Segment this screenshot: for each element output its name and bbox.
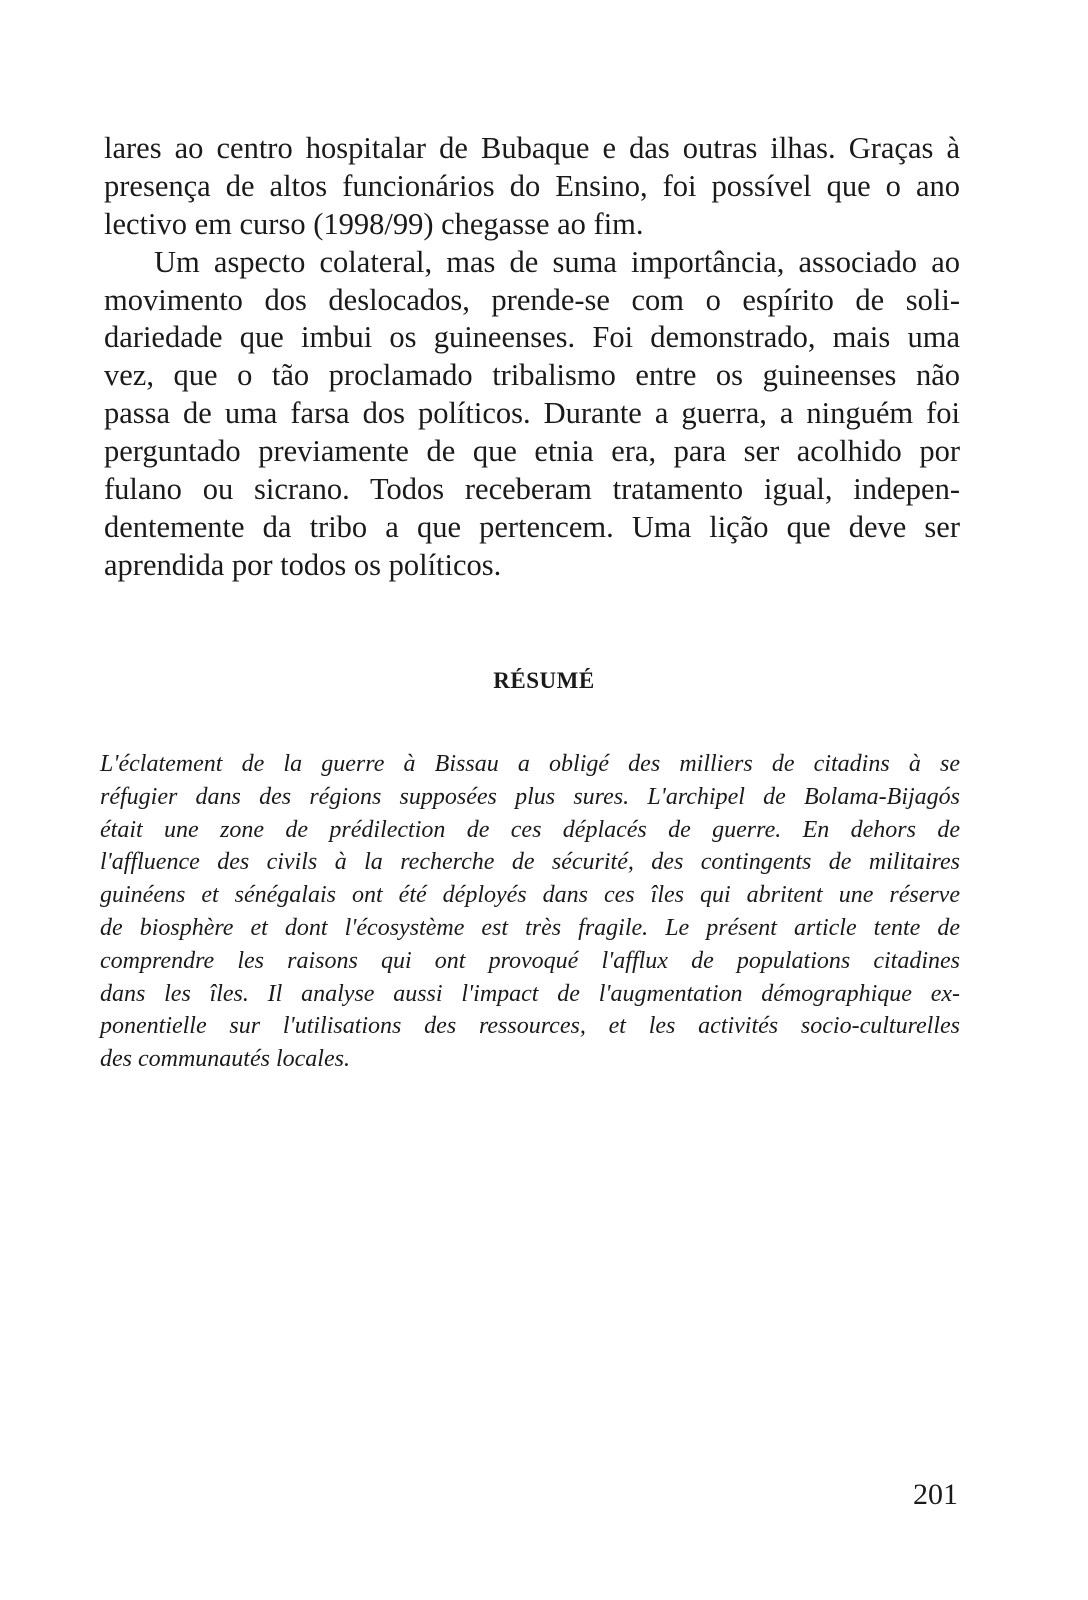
- body-line: passa de uma farsa dos políticos. Durante a guerra, a ninguém foi: [104, 396, 960, 431]
- abstract-line: L'éclatement de la guerre à Bissau a obligé des milliers de citadins à se: [100, 751, 960, 777]
- body-line: lectivo em curso (1998/99) chegasse ao fim.: [104, 206, 644, 241]
- body-line: movimento dos deslocados, prende-se com o espírito de soli-: [104, 282, 960, 317]
- body-line: lares ao centro hospitalar de Bubaque e das outras ilhas. Graças à: [104, 131, 960, 165]
- page-number: 201: [913, 1478, 958, 1511]
- abstract-line: ponentielle sur l'utilisations des ressources, et les activités socio-culturelles: [100, 1013, 960, 1040]
- body-line: perguntado previamente de que etnia era, para ser acolhido por: [104, 434, 960, 469]
- body-line: dentemente da tribo a que pertencem. Uma lição que deve ser: [104, 509, 960, 544]
- abstract-line: réfugier dans des régions supposées plus sures. L'archipel de Bolama-Bijagós: [100, 783, 960, 810]
- abstract-line: était une zone de prédilection de ces déplacés de guerre. En dehors de: [100, 816, 960, 843]
- body-text: [104, 130, 960, 585]
- abstract-line: dans les îles. Il analyse aussi l'impact de l'augmentation démographique ex-: [100, 980, 960, 1007]
- abstract-line: des communautés locales.: [100, 1046, 350, 1073]
- body-line: dariedade que imbui os guineenses. Foi demonstrado, mais uma: [104, 320, 960, 355]
- abstract-line: guinéens et sénégalais ont été déployés dans ces îles qui abritent une réserve: [100, 882, 960, 909]
- abstract-line: l'affluence des civils à la recherche de sécurité, des contingents de militaires: [100, 849, 960, 876]
- abstract-text: [100, 748, 960, 1076]
- section-title: RÉSUMÉ: [493, 668, 595, 693]
- abstract-line: de biosphère et dont l'écosystème est très fragile. Le présent article tente de: [100, 914, 960, 941]
- body-line: aprendida por todos os políticos.: [104, 547, 502, 582]
- body-line: presença de altos funcionários do Ensino, foi possível que o ano: [104, 168, 960, 203]
- abstract-line: comprendre les raisons qui ont provoqué l'afflux de populations citadines: [100, 947, 960, 974]
- body-line: fulano ou sicrano. Todos receberam tratamento igual, indepen-: [104, 472, 960, 507]
- body-line: Um aspecto colateral, mas de suma importância, associado ao: [154, 244, 960, 279]
- body-line: vez, que o tão proclamado tribalismo entre os guineenses não: [104, 358, 960, 393]
